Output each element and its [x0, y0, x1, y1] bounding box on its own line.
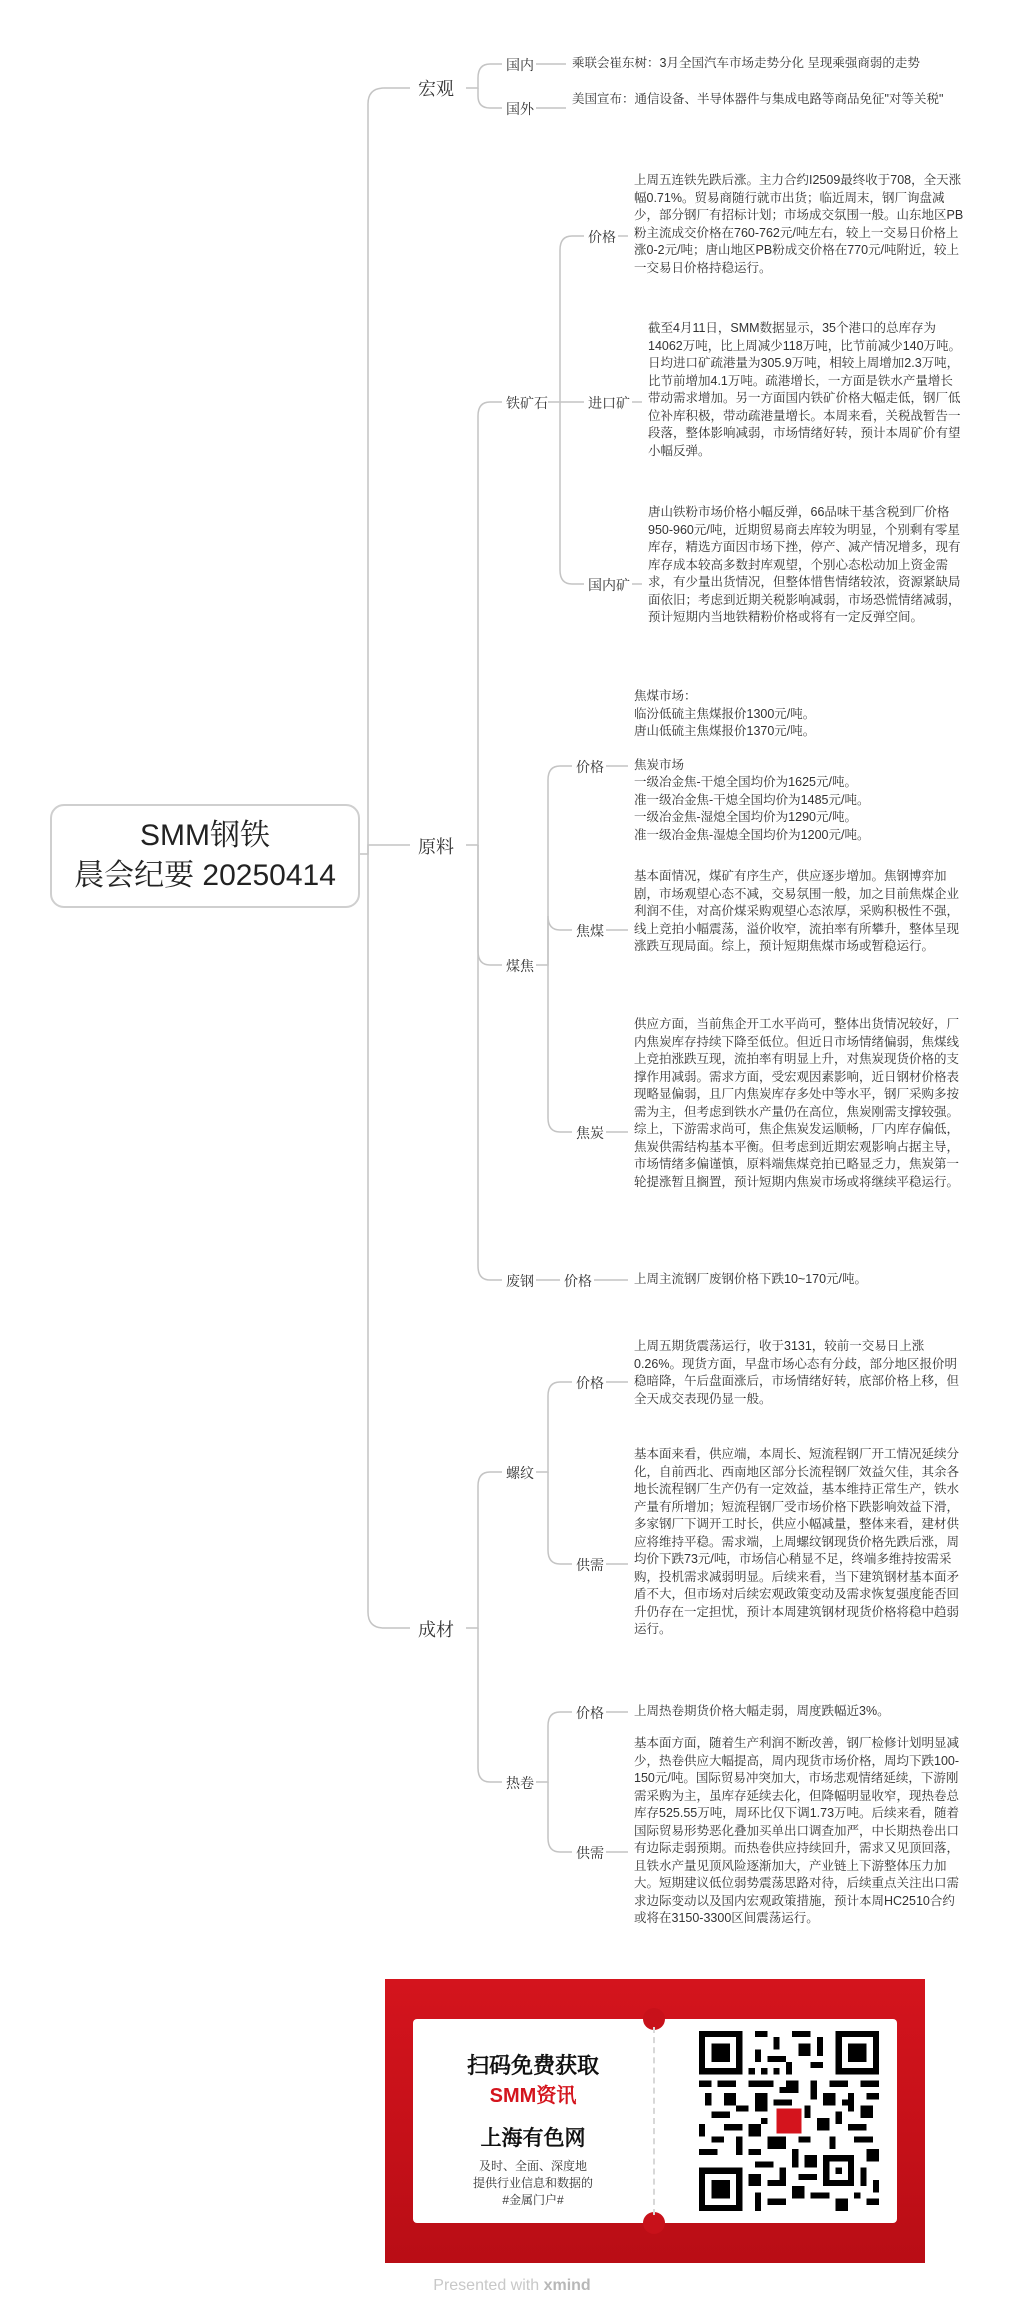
coking-coal-text: 基本面情况，煤矿有序生产，供应逐步增加。焦钢博弈加剧，市场观望心态不减，交易氛围一般，加之目前焦煤企业利润不佳，对高价煤采购观望心态浓厚，采购积极性不强，线上竞拍小幅震荡，溢价收窄，流拍率有所攀升，整体呈现涨跌互现局面。综上，预计短期焦煤市场或暂稳运行。	[634, 869, 960, 953]
coke-market-line: 一级冶金焦-湿熄全国均价为1290元/吨。	[634, 810, 857, 824]
macro-foreign-text: 美国宣布：通信设备、半导体器件与集成电路等商品免征"对等关税"	[572, 92, 944, 106]
rebar-supply-text: 基本面来看，供应端，本周长、短流程钢厂开工情况延续分化，自前西北、西南地区部分长流程钢厂效益欠佳，其余各地长流程钢厂生产仍有一定效益，基本维持正常生产，铁水产量有所增加；短流程钢厂受市场价格下跌影响效益下滑，多家钢厂下调开工时长，供应小幅减量，整体来看，建材供应将维持平稳。需求端，上周螺纹钢现货价格先跌后涨，周均价下跌73元/吨，市场信心稍显不足，终端多维持按需采购，投机需求减弱明显。后续来看，当下建筑钢材基本面矛盾不大，但市场对后续宏观政策变动及需求恢复强度能否回升仍存在一定担忧，预计本周建筑钢材现货价格将稳中趋弱运行。	[634, 1447, 960, 1636]
topic-finished-goods[interactable]: 成材	[418, 1620, 454, 1640]
ticket-notch-bottom	[643, 2212, 665, 2234]
coke-price-coal-text	[634, 688, 964, 844]
topic-hrc-price[interactable]: 价格	[576, 1705, 604, 1721]
hrc-supply-text: 基本面方面，随着生产利润不断改善，钢厂检修计划明显减少，热卷供应大幅提高，周内现货市场价格，周均下跌100-150元/吨。国际贸易冲突加大，市场悲观情绪延续，下游刚需采购为主，虽库存延续去化，但降幅明显收窄，现热卷总库存525.55万吨，周环比仅下调1.73万吨。后续来看，随着国际贸易形势恶化叠加买单出口调查加严，中长期热卷出口有边际走弱预期。而热卷供应持续回升，需求又见顶回落，且铁水产量见顶风险逐渐加大，产业链上下游整体压力加大。短期建议低位弱势震荡思路对待，后续重点关注出口需求边际变动以及国内宏观政策措施，预计本周HC2510合约或将在3150-3300区间震荡运行。	[634, 1736, 960, 1925]
coke-market-line: 准一级冶金焦-湿熄全国均价为1200元/吨。	[634, 827, 870, 842]
coke-market-line: 准一级冶金焦-干熄全国均价为1485元/吨。	[634, 792, 870, 807]
company-desc-3: #金属门户#	[502, 2193, 564, 2207]
hrc-price-text: 上周热卷期货价格大幅走弱，周度跌幅近3%。	[634, 1704, 890, 1718]
qr-code[interactable]	[699, 2031, 879, 2211]
connector-finished	[368, 854, 410, 1628]
topic-rebar-price[interactable]: 价格	[576, 1375, 604, 1391]
topic-coke[interactable]: 焦炭	[576, 1125, 604, 1141]
topic-scrap-price[interactable]: 价格	[564, 1273, 592, 1289]
footer-credit[interactable]	[0, 2277, 1024, 2295]
iron-ore-price-text: 上周五连铁先跌后涨。主力合约I2509最终收于708，全天涨幅0.71%。贸易商随行就市出货；临近周末，钢厂询盘减少，部分钢厂有招标计划；市场成交氛围一般。山东地区PB粉主流成交价格在760-762元/吨左右，较上一交易日价格上涨0-2元/吨；唐山地区PB粉成交价格在770元/吨附近，较上一交易日价格持稳运行。	[634, 173, 964, 275]
connector-iron-ore	[466, 402, 502, 845]
root-title-line1: SMM钢铁	[140, 819, 270, 852]
root-title-line2: 晨会纪要 20250414	[74, 859, 336, 892]
topic-iron-ore-imported[interactable]: 进口矿	[588, 395, 630, 411]
coke-market-line: 焦炭市场	[634, 757, 685, 772]
topic-hrc[interactable]: 热卷	[506, 1775, 534, 1791]
promo-subtitle: SMM资讯	[489, 2085, 577, 2107]
promo-card	[413, 2019, 897, 2223]
connector-hrc	[478, 1628, 502, 1782]
topic-macro-domestic[interactable]: 国内	[506, 57, 534, 73]
topic-iron-ore-domestic[interactable]: 国内矿	[588, 577, 630, 593]
topic-rebar-supply[interactable]: 供需	[576, 1557, 604, 1573]
coal-market-line: 唐山低硫主焦煤报价1370元/吨。	[634, 724, 816, 738]
company-desc-1: 及时、全面、深度地	[478, 2159, 587, 2173]
root-topic[interactable]	[50, 804, 360, 908]
topic-macro-foreign[interactable]: 国外	[506, 101, 534, 117]
connector-rebar	[466, 1472, 502, 1628]
topic-coking-coal[interactable]: 焦煤	[576, 923, 604, 939]
ticket-divider	[653, 2027, 655, 2215]
company-desc-2: 提供行业信息和数据的	[472, 2176, 593, 2190]
coke-text: 供应方面，当前焦企开工水平尚可，整体出货情况较好，厂内焦炭库存持续下降至低位。但近日市场情绪偏弱，焦煤线上竞拍涨跌互现，流拍率有明显上升，对焦炭现货价格的支撑作用减弱。需求方面，受宏观因素影响，近日钢材价格表现略显偏弱，且厂内焦炭库存多处中等水平，钢厂采购多按需为主，但考虑到铁水产量仍在高位，焦炭刚需支撑较强。综上，下游需求尚可，焦企焦炭发运顺畅，厂内库存偏低，焦炭供需结构基本平衡。但考虑到近期宏观影响占据主导，市场情绪多偏谨慎，原料端焦煤竞拍已略显乏力，焦炭第一轮提涨暂且搁置，预计短期内焦炭市场或将继续平稳运行。	[634, 1017, 960, 1189]
coke-market-line: 一级冶金焦-干熄全国均价为1625元/吨。	[634, 775, 857, 789]
promo-title: 扫码免费获取	[466, 2053, 599, 2078]
connector-coke	[478, 845, 502, 965]
iron-ore-imported-text: 截至4月11日，SMM数据显示，35个港口的总库存为14062万吨，比上周减少118万吨，比节前减少140万吨。日均进口矿疏港量为305.9万吨，相较上周增加2.3万吨，比节前增加4.1万吨。疏港增长，一方面是铁水产量增长带动需求增加。另一方面国内铁矿价格大幅走低，钢厂低位补库积极，带动疏港量增长。本周来看，关税战暂告一段落，整体影响减弱，市场情绪好转，预计本周矿价有望小幅反弹。	[648, 321, 962, 458]
connector-raw	[368, 845, 410, 854]
topic-macro[interactable]: 宏观	[418, 79, 454, 99]
connector-macro	[356, 88, 410, 854]
topic-raw-materials[interactable]: 原料	[418, 837, 454, 857]
xmind-logo: xmind	[543, 2277, 591, 2294]
topic-iron-ore[interactable]: 铁矿石	[506, 395, 548, 411]
coal-market-line: 临汾低硫主焦煤报价1300元/吨。	[634, 706, 816, 721]
connector-macro-foreign	[478, 88, 502, 108]
topic-hrc-supply[interactable]: 供需	[576, 1845, 604, 1861]
topic-coke-price[interactable]: 价格	[576, 759, 604, 775]
macro-domestic-text: 乘联会崔东树：3月全国汽车市场走势分化 呈现乘强商弱的走势	[572, 56, 920, 70]
coal-market-line: 焦煤市场：	[634, 689, 697, 703]
topic-scrap[interactable]: 废钢	[506, 1273, 534, 1289]
promo-banner[interactable]	[385, 1979, 925, 2263]
connector-macro-domestic	[466, 64, 502, 88]
scrap-price-text: 上周主流钢厂废钢价格下跌10~170元/吨。	[634, 1272, 868, 1286]
rebar-price-text: 上周五期货震荡运行，收于3131，较前一交易日上涨0.26%。现货方面，早盘市场心态有分歧，部分地区报价明稳暗降，午后盘面涨后，市场情绪好转，底部价格上移，但全天成交表现仍显一般。	[634, 1339, 960, 1406]
topic-iron-ore-price[interactable]: 价格	[588, 229, 616, 245]
footer-prefix: Presented with	[433, 2277, 540, 2294]
connector-scrap	[478, 845, 502, 1280]
topic-coke-coal[interactable]: 煤焦	[506, 958, 534, 974]
iron-ore-domestic-text: 唐山铁粉市场价格小幅反弹，66品味干基含税到厂价格950-960元/吨，近期贸易商去库较为明显，个别剩有零星库存，精选方面因市场下挫，停产、减产情况增多，现有库存成本较高多数封库观望，个别心态松动加上资金需求，有少量出货情况，但整体惜售情绪较浓，资源紧缺局面依旧；考虑到近期关税影响减弱，市场恐慌情绪减弱，预计短期内当地铁精粉价格或将有一定反弹空间。	[648, 505, 961, 624]
company-name: 上海有色网	[480, 2127, 586, 2150]
topic-rebar[interactable]: 螺纹	[506, 1465, 534, 1481]
